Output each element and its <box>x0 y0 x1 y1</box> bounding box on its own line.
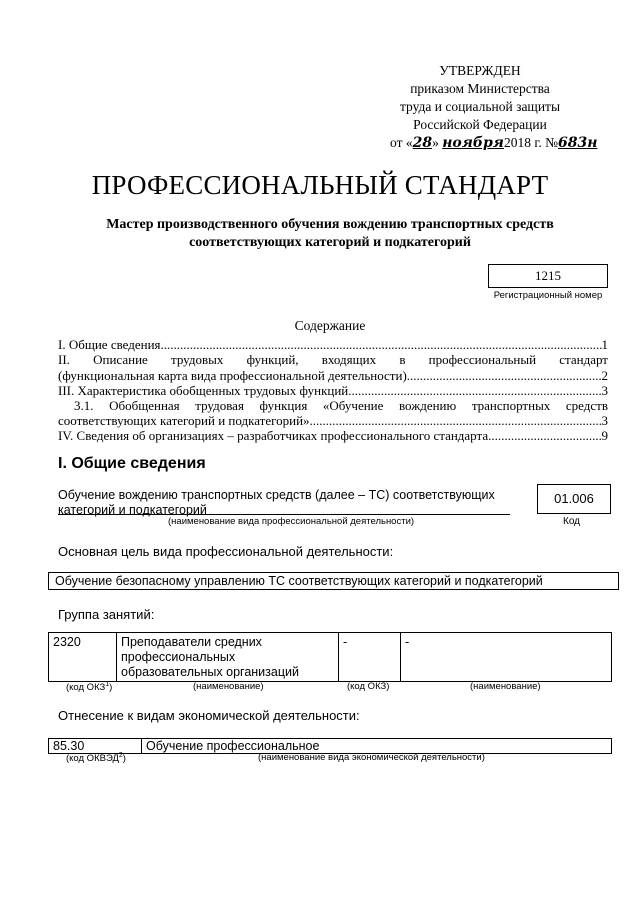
registration-number-label: Регистрационный номер <box>493 290 603 301</box>
toc-word: профессиональный <box>428 352 537 367</box>
toc-leader <box>310 413 602 429</box>
toc-page: 3 <box>601 413 608 428</box>
date-prefix: от « <box>390 135 413 150</box>
toc-item-3[interactable] <box>58 383 608 399</box>
toc-item-2[interactable] <box>58 352 608 383</box>
group-label: Группа занятий: <box>58 607 155 622</box>
subtitle-line-1: Мастер производственного обучения вождению транспортных средств <box>106 217 554 232</box>
date-mid: » <box>432 135 443 150</box>
toc-leader <box>488 428 601 444</box>
toc-item-text: IV. Сведения об организациях – разработчиках профессионального стандарта <box>58 428 489 443</box>
okz-code-cell-2: - <box>339 633 401 681</box>
toc-leader <box>348 383 601 399</box>
econ-name-caption: (наименование вида экономической деятельности) <box>258 752 485 763</box>
okved-caption <box>66 752 126 764</box>
toc-item-3-1-line-1 <box>74 398 608 414</box>
toc-word: стандарт <box>559 352 608 367</box>
toc-word: функций, <box>246 352 299 367</box>
okved-caption-text: (код ОКВЭД <box>66 753 119 765</box>
subtitle-line-2: соответствующих категорий и подкатегорий <box>189 235 471 250</box>
date-month: ноября <box>442 135 504 151</box>
economic-activity-name-cell: Обучение профессиональное <box>146 739 320 753</box>
okz-caption-2: (код ОКЗ) <box>347 681 390 692</box>
toc-word: вождению <box>399 398 457 413</box>
activity-caption: (наименование вида профессиональной деятельности) <box>168 516 415 527</box>
econ-label: Отнесение к видам экономической деятельности: <box>58 708 360 723</box>
name-caption: (наименование) <box>193 681 264 692</box>
toc-page: 2 <box>601 367 608 383</box>
occupation-name-cell-2: - <box>405 635 410 649</box>
toc-word: Описание <box>93 352 148 367</box>
activity-code-box: 01.006 <box>537 484 611 514</box>
toc-item-1[interactable] <box>58 337 608 353</box>
toc-word: 3.1. <box>74 398 94 413</box>
okz-caption-end: ) <box>109 682 113 694</box>
footnote-ref: 2 <box>118 752 123 759</box>
activity-line-1: Обучение вождению транспортных средств (далее – ТС) соответствующих <box>58 488 495 502</box>
toc-word: трудовая <box>195 398 244 413</box>
occupation-name-cell: Преподаватели средних профессиональных образовательных организаций <box>117 633 339 681</box>
okved-code-cell: 85.30 <box>49 739 142 753</box>
goal-label: Основная цель вида профессиональной деятельности: <box>58 544 394 559</box>
activity-line-2: категорий и подкатегорий <box>58 503 207 517</box>
goal-box: Обучение безопасному управлению ТС соответствующих категорий и подкатегорий <box>48 572 619 590</box>
okved-caption-end: ) <box>122 753 126 765</box>
toc-item-text: III. Характеристика обобщенных трудовых функций <box>58 383 349 398</box>
toc-word: Обобщенная <box>109 398 180 413</box>
code-caption: Код <box>563 516 581 527</box>
toc-item-text: I. Общие сведения <box>58 337 161 352</box>
order-number: 683н <box>557 135 598 151</box>
toc-word: II. <box>58 352 70 367</box>
date-day: 28 <box>412 135 433 151</box>
toc-leader <box>407 368 602 384</box>
okz-code-cell: 2320 <box>49 633 117 681</box>
toc-page: 3 <box>601 383 608 398</box>
okz-caption-text: (код ОКЗ <box>66 682 106 694</box>
section-heading: I. Общие сведения <box>58 455 206 472</box>
toc-heading: Содержание <box>294 318 366 333</box>
approval-block <box>380 62 598 152</box>
toc-leader <box>161 337 602 353</box>
toc-item-4[interactable] <box>58 428 608 444</box>
registration-number-box: 1215 <box>488 264 608 288</box>
toc-word: транспортных <box>471 398 551 413</box>
toc-word: трудовых <box>171 352 224 367</box>
toc-item-text: (функциональная карта вида профессиональной деятельности) <box>58 367 407 383</box>
toc-word: входящих <box>321 352 377 367</box>
approval-date-line <box>380 134 598 152</box>
toc-item-3-1[interactable] <box>74 398 608 414</box>
toc-word: средств <box>565 398 608 413</box>
okz-caption <box>66 681 112 693</box>
toc-item-2-line-1 <box>58 352 608 368</box>
activity-underline <box>58 514 510 515</box>
toc-item-3-1-cont[interactable] <box>58 413 608 429</box>
toc-word: «Обучение <box>322 398 384 413</box>
toc-item-text: соответствующих категорий и подкатегорий» <box>58 413 310 428</box>
name-caption-2: (наименование) <box>470 681 541 692</box>
document-subtitle <box>60 216 600 252</box>
approval-line-ministry: труда и социальной защиты <box>399 99 561 114</box>
approval-title: УТВЕРЖДЕН <box>439 63 521 78</box>
date-year: 2018 г. № <box>503 135 558 150</box>
toc-page: 9 <box>601 428 608 443</box>
toc-page: 1 <box>601 337 608 352</box>
document-title: ПРОФЕССИОНАЛЬНЫЙ СТАНДАРТ <box>91 170 549 200</box>
approval-line-order: приказом Министерства <box>410 81 550 96</box>
toc-word: в <box>399 352 406 367</box>
approval-line-federation: Российской Федерации <box>413 117 547 132</box>
occupation-group-table <box>48 632 612 682</box>
toc-word: функция <box>259 398 308 413</box>
footnote-ref: 1 <box>105 681 110 688</box>
